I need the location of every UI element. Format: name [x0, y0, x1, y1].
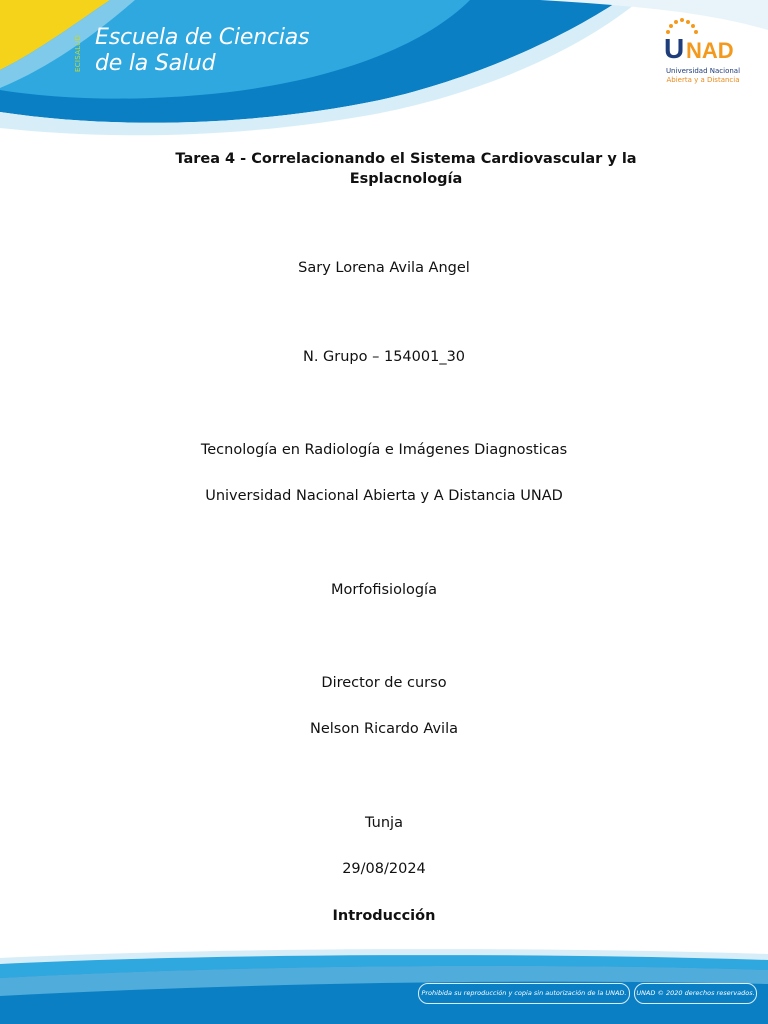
copyright-notice: Prohibida su reproducción y copia sin autorización de la UNAD.: [418, 983, 630, 1004]
group-number: N. Grupo – 154001_30: [302, 349, 466, 365]
logo-subtitle-line2: Abierta y a Distancia: [666, 76, 740, 84]
rights-notice: UNAD © 2020 derechos reservados.: [634, 983, 757, 1004]
logo-subtitle-line1: Universidad Nacional: [665, 67, 741, 75]
city: Tunja: [365, 815, 403, 831]
logo-letter-u: U: [664, 33, 685, 62]
date: 29/08/2024: [342, 861, 426, 877]
banner-side-text: ECISALUD: [74, 34, 82, 72]
author-name: Sary Lorena Avila Angel: [298, 260, 470, 276]
section-heading: Introducción: [332, 908, 436, 924]
school-name-line2: de la Salud: [95, 51, 216, 76]
course-name: Morfofisiología: [331, 582, 437, 598]
footer-banner: [0, 948, 768, 1024]
director-name: Nelson Ricardo Avila: [310, 721, 458, 737]
document-title: Tarea 4 - Correlacionando el Sistema Cardiovascular y la Esplacnología: [175, 151, 637, 187]
logo-letters-nad: NAD: [686, 38, 734, 62]
program-name: Tecnología en Radiología e Imágenes Diagnosticas: [200, 442, 568, 458]
university-name: Universidad Nacional Abierta y A Distancia UNAD: [205, 488, 563, 504]
school-name-line1: Escuela de Ciencias: [95, 25, 310, 50]
director-label: Director de curso: [321, 675, 447, 691]
